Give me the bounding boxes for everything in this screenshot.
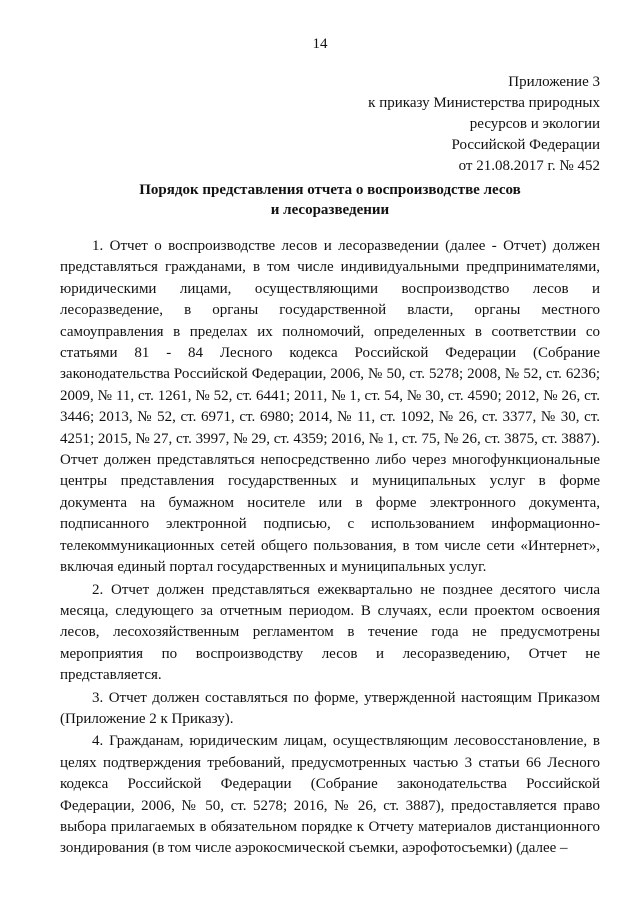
paragraph-2: 2. Отчет должен представляться ежеквартально не позднее десятого числа месяца, следующего за отчетным периодом. В случаях, если проектом освоения лесов, лесохозяйственным регламентом в течение года не предусмотрены мероприятия по воспроизводству лесов и лесоразведению, Отчет не представляется. <box>60 581 600 684</box>
paragraph-3: 3. Отчет должен составляться по форме, утвержденной настоящим Приказом (Приложение 2 к Приказу). <box>60 689 600 727</box>
document-title <box>60 180 600 220</box>
appendix-line-country: Российской Федерации <box>451 137 600 153</box>
appendix-line-title: Приложение 3 <box>508 74 600 90</box>
document-body <box>60 236 600 860</box>
paragraph-4: 4. Гражданам, юридическим лицам, осуществляющим лесовосстановление, в целях подтверждения требований, предусмотренных частью 3 статьи 66 Лесного кодекса Российской Федерации (Собрание законодательства Российской Федерации, 2006, № 50, ст. 5278; 2016, № 26, ст. 3887), предоставляется право выбора прилагаемых в обязательном порядке к Отчету материалов дистанционного зондирования (в том числе аэрокосмической съемки, аэрофотосъемки) (далее – <box>60 733 600 857</box>
appendix-line-date: от 21.08.2017 г. № 452 <box>458 158 600 174</box>
appendix-line-ministry: ресурсов и экологии <box>469 116 600 132</box>
page-number: 14 <box>312 36 328 52</box>
appendix-line-order: к приказу Министерства природных <box>368 95 600 111</box>
paragraph-1: 1. Отчет о воспроизводстве лесов и лесоразведении (далее - Отчет) должен представляться гражданами, в том числе индивидуальными предпринимателями, юридическими лицами, осуществляющими воспроизводство лесов и лесоразведение, в органы государственной власти, органы местного самоуправления в пределах их полномочий, определенных в соответствии со статьями 81 - 84 Лесного кодекса Российской Федерации (Собрание законодательства Российской Федерации, 2006, № 50, ст. 5278; 2008, № 52, ст. 6236; 2009, № 11, ст. 1261, № 52, ст. 6441; 2011, № 1, ст. 54, № 30, ст. 4590; 2012, № 26, ст. 3446; 2013, № 52, ст. 6971, ст. 6980; 2014, № 11, ст. 1092, № 26, ст. 3377, № 30, ст. 4251; 2015, № 27, ст. 3997, № 29, ст. 4359; 2016, № 1, ст. 75, № 26, ст. 3875, ст. 3887). Отчет должен представляться непосредственно либо через многофункциональные центры представления государственных и муниципальных услуг в форме документа на бумажном носителе или в форме электронного документа, подписанного электронной подписью, с использованием информационно-телекоммуникационных сетей общего пользования, в том числе сети «Интернет», включая единый портал государственных и муниципальных услуг. <box>60 238 600 576</box>
appendix-reference <box>368 72 600 177</box>
document-title-line-2: и лесоразведении <box>270 202 390 218</box>
document-title-line-1: Порядок представления отчета о воспроизводстве лесов <box>139 182 521 198</box>
